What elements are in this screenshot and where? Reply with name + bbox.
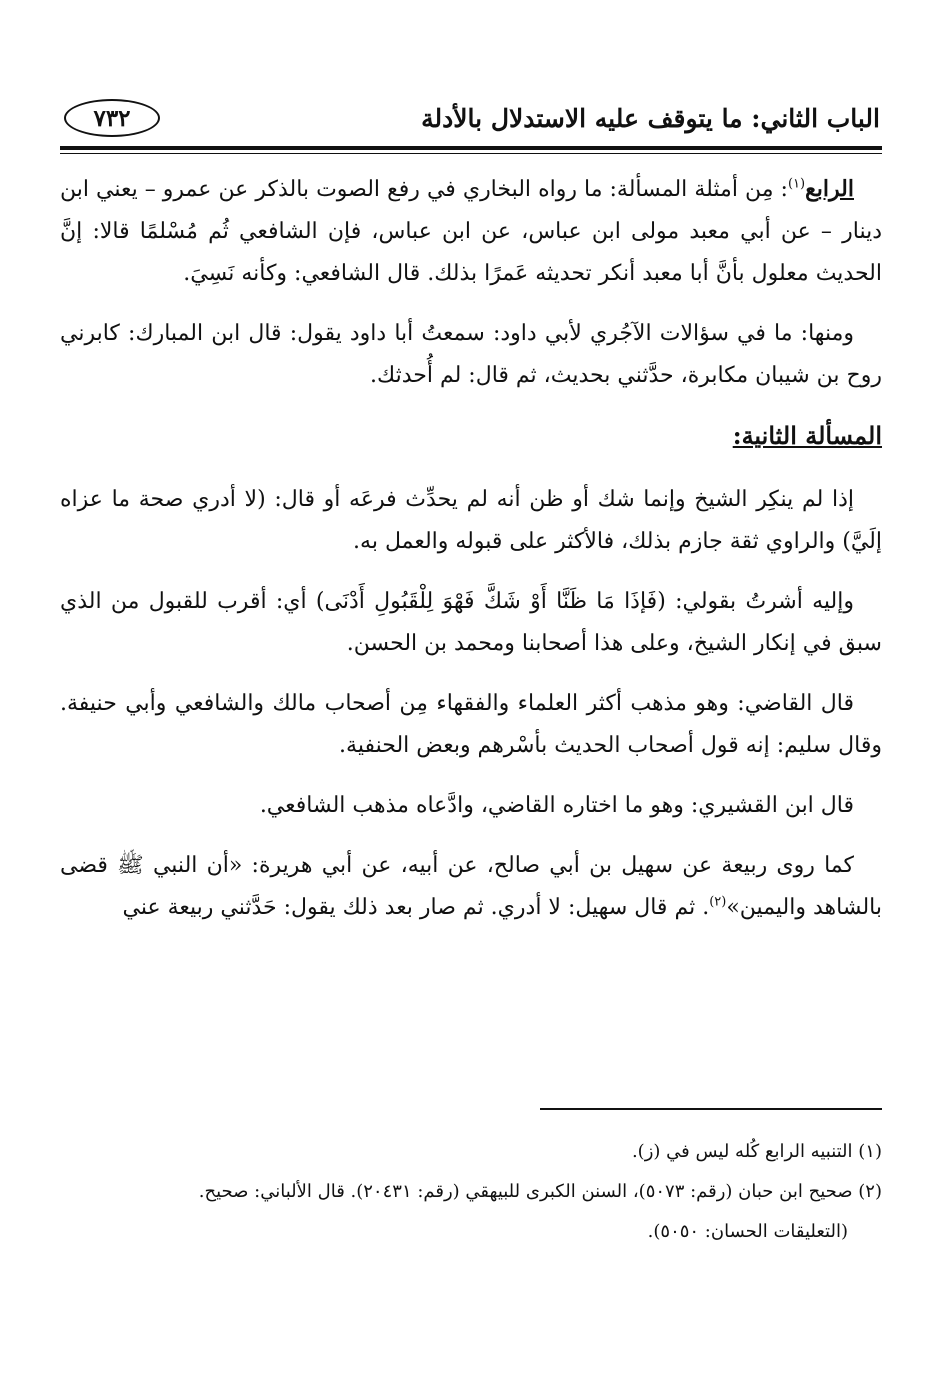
header-rule-thick (60, 146, 882, 150)
paragraph-6: قال ابن القشيري: وهو ما اختاره القاضي، وادَّعاه مذهب الشافعي. (259, 793, 854, 818)
footnote-marker-2: (٢) (709, 894, 727, 910)
paragraph-7-text-b: . ثم قال سهيل: لا أدري. ثم صار بعد ذلك يقول: حَدَّثني ربيعة عني (122, 895, 710, 920)
footnotes (60, 1135, 882, 1255)
page-number: ٧٣٢ (64, 99, 160, 137)
footnote-2-continuation: (التعليقات الحسان: ٥٠٥٠). (647, 1221, 848, 1242)
paragraph-7 (60, 845, 882, 929)
paragraph-3: إذا لم ينكِر الشيخ وإنما شك أو ظن أنه لم يحدِّث فرعَه أو قال: (لا أدري صحة ما عزاه إلَيَّ) والراوي ثقة جازم بذلك، فالأكثر على قبوله والعمل به. (60, 487, 882, 554)
main-text (60, 168, 882, 947)
running-title: الباب الثاني: ما يتوقف عليه الاستدلال بالأدلة (421, 103, 880, 133)
page-header (60, 94, 880, 142)
paragraph-2: ومنها: ما في سؤالات الآجُري لأبي داود: سمعتُ أبا داود يقول: قال ابن المبارك: كابرني روح بن شيبان مكابرة، حدَّثني بحديث، ثم قال: لم أُحدثك. (60, 321, 882, 388)
paragraph-lead: الرابع (805, 176, 854, 202)
footnote-marker-1: (١) (787, 176, 806, 192)
footnote-1: (١) التنبيه الرابع كُله ليس في (ز). (631, 1141, 882, 1162)
footnote-2: (٢) صحيح ابن حبان (رقم: ٥٠٧٣)، السنن الكبرى للبيهقي (رقم: ٢٠٤٣١). قال الألباني: صحيح. (198, 1181, 882, 1202)
header-rule-thin (60, 153, 882, 154)
footnote-separator (540, 1108, 882, 1110)
section-heading: المسألة الثانية: (732, 421, 882, 450)
paragraph-7-text-a: كما روى ربيعة عن سهيل بن أبي صالح، عن أبيه، عن أبي هريرة: «أن النبي ﷺ قضى بالشاهد واليمين» (60, 853, 882, 920)
paragraph-5: قال القاضي: وهو مذهب أكثر العلماء والفقهاء مِن أصحاب مالك والشافعي وأبي حنيفة. وقال سليم: إنه قول أصحاب الحديث بأسْرهم وبعض الحنفية. (60, 691, 882, 758)
paragraph-1 (60, 168, 882, 295)
paragraph-1-text: : مِن أمثلة المسألة: ما رواه البخاري في رفع الصوت بالذكر عن عمرو – يعني ابن دينار – عن أبي معبد مولى ابن عباس، عن ابن عباس، فإن الشافعي ثُم مُسْلمًا قالا: إنَّ الحديث معلول بأنَّ أبا معبد أنكر تحديثه عَمرًا بذلك. قال الشافعي: وكأنه نَسِيَ. (60, 177, 882, 286)
paragraph-4: وإليه أشرتُ بقولي: (فَإذَا مَا ظَنَّا أَوْ شَكَّ فَهْوَ لِلْقَبُولِ أَدْنَى) أي: أقرب للقبول من الذي سبق في إنكار الشيخ، وعلى هذا أصحابنا ومحمد بن الحسن. (60, 589, 882, 656)
